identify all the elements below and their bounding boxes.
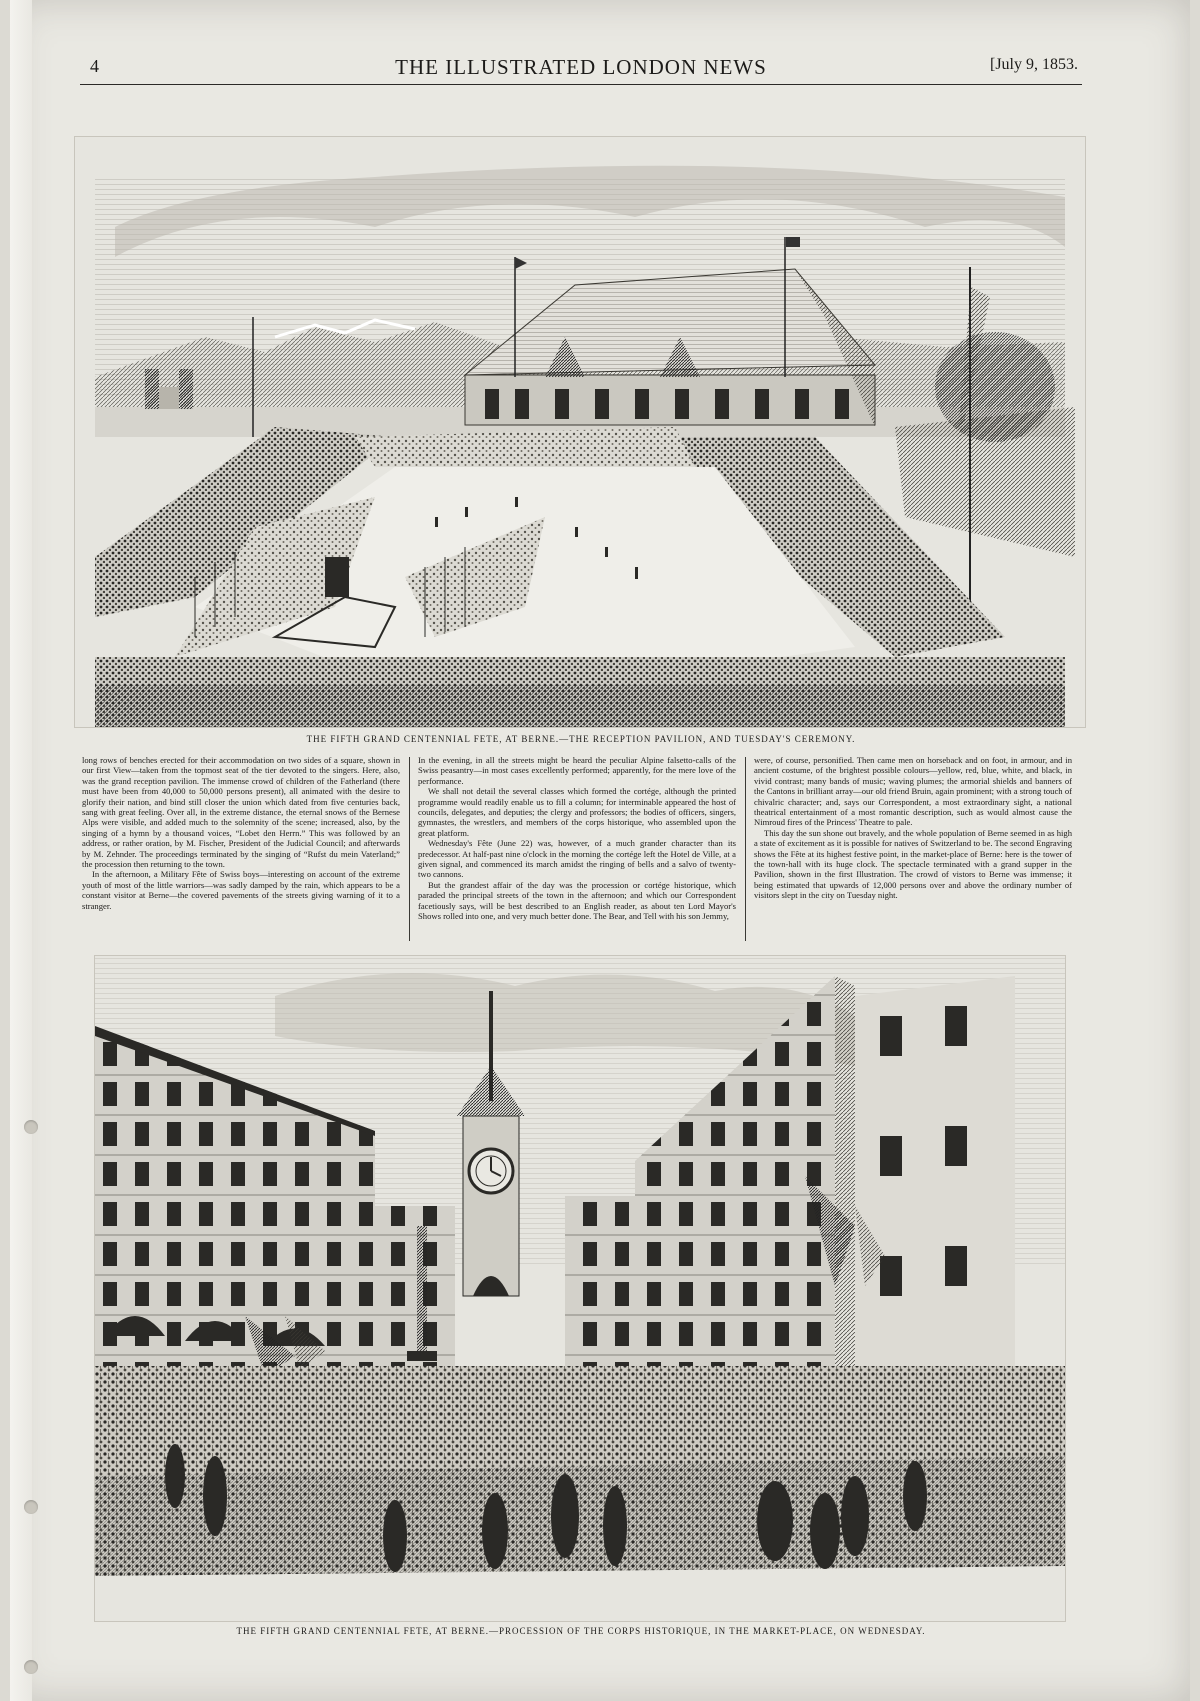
bottom-caption: THE FIFTH GRAND CENTENNIAL FETE, AT BERNE.—PROCESSION OF THE CORPS HISTORIQUE, IN THE MARKET-PLACE, ON WEDNESDAY. <box>236 1626 926 1636</box>
market-place-engraving <box>94 955 1066 1622</box>
column-rule <box>745 757 746 941</box>
binding-hole <box>24 1660 38 1674</box>
newspaper-page <box>10 0 1190 1701</box>
page-number: 4 <box>90 56 99 76</box>
paragraph: In the evening, in all the streets might be heard the peculiar Alpine falsetto-calls of the Swiss peasantry—in most cases excellently performed; apparently, for the mere love of the performance. <box>418 755 736 786</box>
binding-hole <box>24 1500 38 1514</box>
paragraph: were, of course, personified. Then came men on horseback and on foot, in armour, and in ancient costume, of the brightest possible colours—yellow, red, blue, white, and black, in vivid contrast; many bands of music; waving plumes; the armorial shields and banners of the Cantons in brilliant array—our old friend Bruin, again prominent; with a strong touch of chivalric character; and, says our Correspondent, a most extraordinary sight, a national theatrical entertainment of a most romantic description, such as would almost cause the Nimroud fires of the Princess' Theatre to pale. <box>754 755 1072 828</box>
article-column-3 <box>754 755 1072 943</box>
paragraph: Wednesday's Fête (June 22) was, however, of a much grander character than its predecessor. At half-past nine o'clock in the morning the cortége left the Hotel de Ville, at a given signal, and commenced its march amidst the ringing of bells and a salvo of twenty-two cannons. <box>418 838 736 880</box>
paragraph: But the grandest affair of the day was the procession or cortége historique, which paraded the principal streets of the town in the afternoon; and which our Correspondent facetiously says, will be best described to an English reader, as about ten Lord Mayor's Shows rolled into one, and very much better done. The Bear, and Tell with his son Jemmy, <box>418 879 736 922</box>
article-column-1 <box>82 755 400 943</box>
page-edge <box>10 0 32 1701</box>
paragraph: long rows of benches erected for their accommodation on two sides of a square, shown in our first View—taken from the topmost seat of the tier devoted to the singers. Here, also, was the grand reception pavilion. The immense crowd of children of the Fatherland (there must have been from 40,000 to 50,000 persons present), all animated with the desire to glorify their nation, and bind still closer the union which dated from five centuries back, sang with great feeling. Over all, in the extreme distance, the eternal snows of the Bernese Alps were visible, and added much to the solemnity of the scene; increased, also, by the singing of a hymn by a thousand voices, “Lobet den Herrn.” This was followed by an address, or rather oration, by M. Fischer, President of the Judicial Council; and afterwards by M. Zehnder. The proceedings terminated by the singing of “Rufst du mein Vaterland;” the procession then returning to the town. <box>82 755 400 870</box>
page-header <box>80 50 1082 85</box>
masthead: THE ILLUSTRATED LONDON NEWS <box>395 55 767 79</box>
pavilion-engraving <box>74 136 1086 728</box>
top-caption: THE FIFTH GRAND CENTENNIAL FETE, AT BERNE.—THE RECEPTION PAVILION, AND TUESDAY'S CEREMONY. <box>306 734 856 744</box>
binding-hole <box>24 1120 38 1134</box>
article-columns <box>82 755 1082 943</box>
paragraph: We shall not detail the several classes which formed the cortége, although the printed programme would readily enable us to fill a column; for interminable appeared the host of councils, delegates, and deputies; the clergy and professors; the bodies of officers, singers, gymnastes, the wrestlers, and members of the corps historique, who assembled upon the great platform. <box>418 786 736 838</box>
paragraph: In the afternoon, a Military Fête of Swiss boys—interesting on account of the extreme youth of most of the little warriors—was sadly damped by the rain, which appears to be a constant visitor at Berne—the covered pavements of the streets giving warning of it to a stranger. <box>82 869 400 911</box>
issue-date: [July 9, 1853. <box>990 56 1078 73</box>
article-column-2 <box>418 755 736 943</box>
column-rule <box>409 757 410 941</box>
paragraph: This day the sun shone out bravely, and the whole population of Berne seemed in as high a state of excitement as it is possible for natives of Switzerland to be. The second Engraving shows the Fête at its highest festive point, in the market-place of Berne: here is the tower of the town-hall with its huge clock. The spectacle terminated with a grand supper in the Pavilion, shown in the first Illustration. The crowd of vistors to Berne was immense; it being estimated that upwards of 12,000 persons over and above the ordinary number of visitors slept in the city on Tuesday night. <box>754 827 1072 901</box>
